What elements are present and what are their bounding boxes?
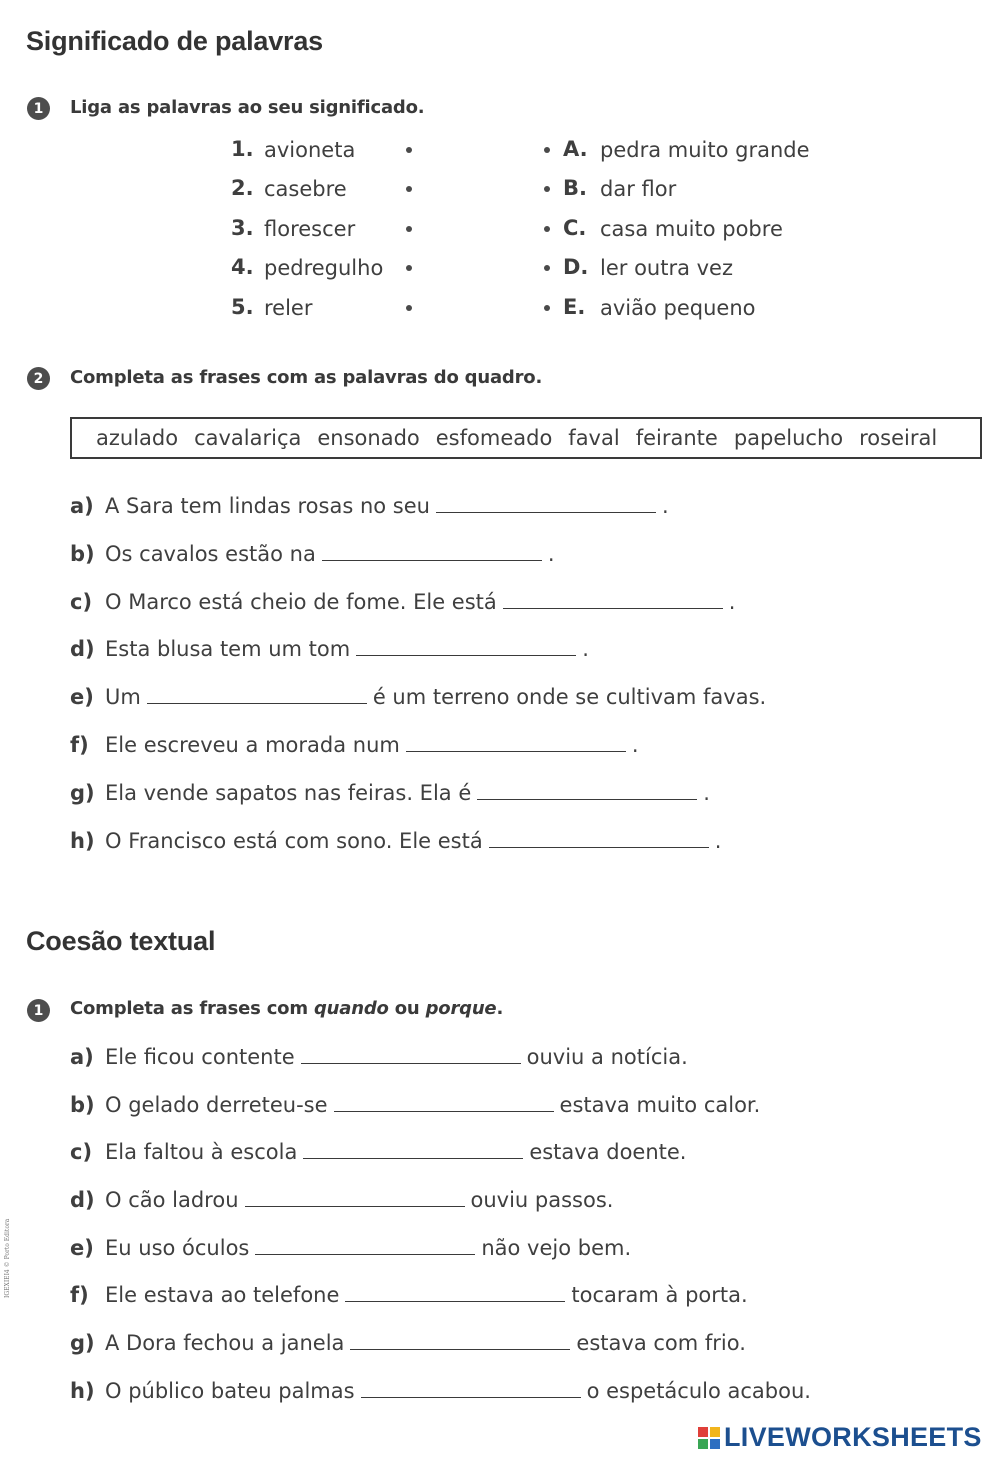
sentence-text-after: . [703, 781, 710, 805]
sentence-text-after: . [714, 829, 722, 853]
sentence-text-before: Ele escreveu a morada num [105, 733, 400, 757]
match-dot-left[interactable] [406, 265, 412, 271]
right-item-letter: D. [563, 255, 589, 279]
sentence-letter: f) [70, 733, 89, 757]
sentence-letter: c) [70, 1140, 93, 1164]
section-title: Significado de palavras [26, 26, 324, 56]
sentence-item [70, 1044, 688, 1070]
sentence-text-after: estava doente. [529, 1140, 687, 1164]
question-number-badge: 1 [27, 97, 50, 120]
instruction-text: . [496, 998, 504, 1019]
answer-blank[interactable] [245, 1188, 465, 1207]
question-instruction: Liga as palavras ao seu significado. [70, 97, 425, 118]
sentence-letter: h) [70, 1379, 95, 1403]
left-item-word: casebre [264, 177, 347, 201]
sentence-item [70, 1378, 811, 1404]
right-item-meaning: pedra muito grande [600, 138, 810, 162]
instruction-keyword: porque [425, 998, 497, 1019]
left-item-number: 5. [231, 295, 254, 319]
sentence-text-before: Os cavalos estão na [105, 542, 316, 566]
left-item-number: 4. [231, 255, 254, 279]
answer-blank[interactable] [361, 1379, 581, 1398]
match-dot-right[interactable] [544, 186, 550, 192]
answer-blank[interactable] [406, 733, 626, 752]
sentence-text-after: . [661, 494, 669, 518]
sentence-letter: a) [70, 494, 94, 518]
sentence-text-after: tocaram à porta. [571, 1283, 748, 1307]
right-item-meaning: avião pequeno [600, 296, 756, 320]
left-item-word: reler [264, 296, 313, 320]
match-dot-right[interactable] [544, 265, 550, 271]
sentence-text-before: O gelado derreteu-se [105, 1093, 328, 1117]
logo-square [698, 1439, 708, 1449]
sentence-letter: a) [70, 1045, 94, 1069]
word-bank-item: papelucho [733, 426, 844, 450]
word-bank-item: azulado [96, 426, 179, 450]
answer-blank[interactable] [147, 685, 367, 704]
word-bank-item: ensonado [317, 426, 420, 450]
answer-blank[interactable] [436, 494, 656, 513]
sentence-item [70, 636, 589, 662]
sentence-text-before: O Marco está cheio de fome. Ele está [105, 590, 497, 614]
logo-square [710, 1427, 720, 1437]
sentence-text-after: ouviu passos. [470, 1188, 614, 1212]
sentence-item [70, 493, 669, 519]
answer-blank[interactable] [356, 637, 576, 656]
match-dot-left[interactable] [406, 186, 412, 192]
sentence-letter: f) [70, 1283, 89, 1307]
left-item-word: pedregulho [264, 256, 384, 280]
answer-blank[interactable] [301, 1045, 521, 1064]
match-dot-left[interactable] [406, 226, 412, 232]
sentence-text-before: Ela vende sapatos nas feiras. Ela é [105, 781, 472, 805]
right-item-letter: B. [563, 176, 587, 200]
sentence-item [70, 828, 721, 854]
answer-blank[interactable] [322, 542, 542, 561]
sentence-text-before: O cão ladrou [105, 1188, 239, 1212]
match-dot-left[interactable] [406, 305, 412, 311]
sentence-text-before: Um [105, 685, 141, 709]
word-bank-item: cavalariça [194, 426, 302, 450]
sentence-letter: d) [70, 1188, 95, 1212]
answer-blank[interactable] [334, 1093, 554, 1112]
sentence-item [70, 1092, 760, 1118]
sentence-text-after: o espetáculo acabou. [586, 1379, 811, 1403]
instruction-text: Completa as frases com [70, 998, 314, 1019]
answer-blank[interactable] [345, 1283, 565, 1302]
sentence-text-after: não vejo bem. [481, 1236, 632, 1260]
match-dot-left[interactable] [406, 147, 412, 153]
sentence-item [70, 1139, 686, 1165]
copyright-note: IGEXIEI4 © Porto Editora [4, 1218, 11, 1298]
question-number-badge: 1 [27, 999, 50, 1022]
right-item-meaning: ler outra vez [600, 256, 734, 280]
sentence-text-before: Ela faltou à escola [105, 1140, 298, 1164]
answer-blank[interactable] [255, 1236, 475, 1255]
answer-blank[interactable] [303, 1140, 523, 1159]
instruction-keyword: quando [313, 998, 389, 1019]
logo-square [698, 1427, 708, 1437]
liveworksheets-icon [698, 1427, 720, 1449]
word-bank-item: feirante [635, 426, 718, 450]
word-bank-item: esfomeado [435, 426, 553, 450]
answer-blank[interactable] [489, 829, 709, 848]
sentence-text-after: estava muito calor. [559, 1093, 761, 1117]
question-number-badge: 2 [27, 367, 50, 390]
match-dot-right[interactable] [544, 305, 550, 311]
left-item-word: avioneta [264, 138, 356, 162]
sentence-text-before: A Dora fechou a janela [105, 1331, 345, 1355]
right-item-meaning: dar flor [600, 177, 677, 201]
word-bank-box [70, 417, 982, 459]
sentence-item [70, 1330, 746, 1356]
sentence-text-after: . [631, 733, 639, 757]
sentence-item [70, 780, 710, 806]
sentence-text-after: . [547, 542, 555, 566]
sentence-item [70, 684, 766, 710]
sentence-text-before: Ele estava ao telefone [105, 1283, 340, 1307]
left-item-word: florescer [264, 217, 356, 241]
sentence-item [70, 541, 555, 567]
liveworksheets-logo[interactable] [698, 1422, 982, 1453]
sentence-letter: c) [70, 590, 93, 614]
match-dot-right[interactable] [544, 226, 550, 232]
right-item-letter: E. [563, 295, 586, 319]
match-dot-right[interactable] [544, 147, 550, 153]
section-title: Coesão textual [26, 926, 216, 956]
answer-blank[interactable] [350, 1331, 570, 1350]
sentence-item [70, 1235, 631, 1261]
sentence-letter: e) [70, 1236, 94, 1260]
left-item-number: 2. [231, 176, 254, 200]
sentence-letter: e) [70, 685, 94, 709]
answer-blank[interactable] [477, 781, 697, 800]
logo-square [710, 1439, 720, 1449]
word-bank-item: roseiral [859, 426, 938, 450]
sentence-item [70, 1282, 748, 1308]
sentence-item [70, 1187, 613, 1213]
sentence-letter: g) [70, 781, 95, 805]
left-item-number: 1. [231, 137, 254, 161]
sentence-text-before: O público bateu palmas [105, 1379, 355, 1403]
sentence-letter: d) [70, 637, 95, 661]
liveworksheets-wordmark: LIVEWORKSHEETS [724, 1422, 982, 1452]
sentence-letter: g) [70, 1331, 95, 1355]
instruction-text: ou [388, 998, 426, 1019]
sentence-letter: b) [70, 542, 95, 566]
sentence-text-after: é um terreno onde se cultivam favas. [372, 685, 767, 709]
sentence-letter: b) [70, 1093, 95, 1117]
sentence-text-before: A Sara tem lindas rosas no seu [105, 494, 430, 518]
answer-blank[interactable] [503, 590, 723, 609]
question-instruction: Completa as frases com as palavras do quadro. [70, 367, 543, 388]
right-item-meaning: casa muito pobre [600, 217, 783, 241]
sentence-text-after: . [582, 637, 589, 661]
right-item-letter: C. [563, 216, 587, 240]
sentence-text-after: ouviu a notícia. [526, 1045, 688, 1069]
sentence-item [70, 589, 735, 615]
sentence-text-before: Ele ficou contente [105, 1045, 295, 1069]
sentence-item [70, 732, 639, 758]
sentence-text-after: . [728, 590, 736, 614]
question-instruction [70, 998, 503, 1019]
sentence-text-after: estava com frio. [576, 1331, 746, 1355]
sentence-text-before: Eu uso óculos [105, 1236, 250, 1260]
sentence-text-before: Esta blusa tem um tom [105, 637, 351, 661]
sentence-text-before: O Francisco está com sono. Ele está [105, 829, 483, 853]
word-bank-item: faval [568, 426, 620, 450]
right-item-letter: A. [563, 137, 588, 161]
left-item-number: 3. [231, 216, 254, 240]
sentence-letter: h) [70, 829, 95, 853]
